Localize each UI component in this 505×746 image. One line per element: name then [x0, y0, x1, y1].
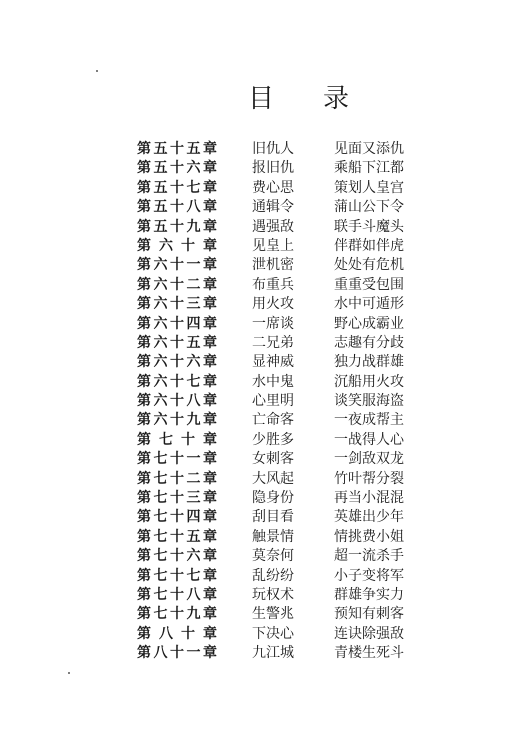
chapter-name: 见皇上 [252, 237, 294, 254]
chapter-number: 第五十八章 [137, 199, 217, 216]
toc-row [0, 450, 505, 469]
toc-row [0, 353, 505, 372]
toc-row [0, 315, 505, 334]
chapter-number: 第七十三章 [137, 490, 217, 507]
chapter-number: 第六十二章 [137, 276, 217, 293]
toc-row [0, 218, 505, 237]
chapter-number: 第七十二章 [137, 470, 217, 487]
toc-row [0, 334, 505, 353]
chapter-name: 旧仇人 [252, 141, 294, 157]
chapter-subtitle: 谈笑服海盗 [334, 393, 404, 410]
chapter-name: 少胜多 [252, 431, 294, 448]
chapter-subtitle: 一夜成帮主 [334, 412, 404, 429]
toc-row [0, 140, 505, 159]
chapter-name: 九江城 [252, 645, 294, 662]
chapter-subtitle: 处处有危机 [334, 257, 404, 274]
chapter-subtitle: 连诀除强敌 [334, 625, 404, 642]
chapter-name: 女刺客 [252, 451, 294, 468]
chapter-name: 生警兆 [252, 606, 294, 623]
chapter-subtitle: 沉船用火攻 [334, 373, 404, 390]
chapter-name: 遇强敌 [252, 218, 294, 235]
chapter-name: 费心思 [252, 179, 294, 196]
chapter-number: 第 六 十 章 [137, 237, 217, 254]
chapter-subtitle: 英雄出少年 [334, 509, 404, 526]
scan-speck [96, 70, 98, 72]
chapter-name: 报旧仇 [252, 160, 294, 177]
chapter-name: 乱纷纷 [252, 567, 294, 584]
chapter-number: 第七十五章 [137, 528, 217, 545]
chapter-number: 第六十一章 [137, 257, 217, 274]
chapter-number: 第六十七章 [137, 373, 217, 390]
chapter-number: 第六十九章 [137, 412, 217, 429]
toc-row [0, 276, 505, 295]
chapter-number: 第七十八章 [137, 586, 217, 603]
chapter-number: 第五十九章 [137, 218, 217, 235]
toc-row [0, 159, 505, 178]
chapter-number: 第六十四章 [137, 315, 217, 332]
chapter-subtitle: 一剑敌双龙 [334, 451, 404, 468]
chapter-subtitle: 群雄争实力 [334, 586, 404, 603]
chapter-subtitle: 预知有刺客 [334, 606, 404, 623]
chapter-number: 第七十六章 [137, 548, 217, 565]
toc-row [0, 295, 505, 314]
chapter-name: 大风起 [252, 470, 294, 487]
chapter-number: 第六十八章 [137, 393, 217, 410]
toc-row [0, 508, 505, 527]
chapter-number: 第七十七章 [137, 567, 217, 584]
toc-row [0, 373, 505, 392]
toc-row [0, 198, 505, 217]
chapter-name: 心里明 [252, 393, 294, 410]
chapter-subtitle: 重重受包围 [334, 276, 404, 293]
chapter-subtitle: 乘船下江都 [334, 160, 404, 177]
toc-row [0, 547, 505, 566]
chapter-number: 第六十五章 [137, 334, 217, 351]
chapter-subtitle: 伴群如伴虎 [334, 237, 404, 254]
chapter-name: 二兄弟 [252, 334, 294, 351]
scan-speck [68, 672, 70, 674]
chapter-name: 用火攻 [252, 296, 294, 313]
chapter-name: 一席谈 [252, 315, 294, 332]
chapter-subtitle: 独力战群雄 [334, 354, 404, 371]
chapter-number: 第八十一章 [137, 645, 217, 662]
chapter-name: 亡命客 [252, 412, 294, 429]
chapter-number: 第五十七章 [137, 179, 217, 196]
chapter-subtitle: 小子变将军 [334, 567, 404, 584]
toc-row [0, 256, 505, 275]
toc-row [0, 470, 505, 489]
chapter-name: 下决心 [252, 625, 294, 642]
toc-row [0, 567, 505, 586]
chapter-subtitle: 蒲山公下令 [334, 199, 404, 216]
chapter-name: 触景情 [252, 528, 294, 545]
toc-row [0, 179, 505, 198]
chapter-subtitle: 超一流杀手 [334, 548, 404, 565]
toc-row [0, 644, 505, 663]
chapter-name: 玩权术 [252, 586, 294, 603]
chapter-subtitle: 一战得人心 [334, 431, 404, 448]
toc-row [0, 605, 505, 624]
chapter-name: 显神威 [252, 354, 294, 371]
chapter-subtitle: 情挑费小姐 [334, 528, 404, 545]
chapter-name: 隐身份 [252, 490, 294, 507]
toc-row [0, 625, 505, 644]
chapter-name: 水中鬼 [252, 373, 294, 390]
chapter-number: 第 八 十 章 [137, 625, 217, 642]
chapter-subtitle: 见面又添仇 [334, 141, 404, 157]
chapter-number: 第五十六章 [137, 160, 217, 177]
chapter-subtitle: 志趣有分歧 [334, 334, 404, 351]
toc-row [0, 586, 505, 605]
chapter-name: 刮目看 [252, 509, 294, 526]
chapter-subtitle: 策划人皇宫 [334, 179, 404, 196]
chapter-number: 第五十五章 [137, 141, 217, 157]
chapter-subtitle: 青楼生死斗 [334, 645, 404, 662]
chapter-name: 通辑令 [252, 199, 294, 216]
chapter-subtitle: 联手斗魔头 [334, 218, 404, 235]
chapter-number: 第六十六章 [137, 354, 217, 371]
chapter-subtitle: 水中可遁形 [334, 296, 404, 313]
chapter-name: 泄机密 [252, 257, 294, 274]
toc-row [0, 392, 505, 411]
chapter-subtitle: 竹叶帮分裂 [334, 470, 404, 487]
chapter-number: 第六十三章 [137, 296, 217, 313]
toc-row [0, 411, 505, 430]
chapter-number: 第七十九章 [137, 606, 217, 623]
toc-row [0, 431, 505, 450]
chapter-number: 第七十四章 [137, 509, 217, 526]
title-char-2: 录 [323, 84, 350, 114]
chapter-number: 第 七 十 章 [137, 431, 217, 448]
table-of-contents [0, 140, 505, 664]
chapter-number: 第七十一章 [137, 451, 217, 468]
chapter-subtitle: 再当小混混 [334, 490, 404, 507]
title-char-1: 目 [248, 84, 275, 114]
chapter-name: 莫奈何 [252, 548, 294, 565]
toc-row [0, 528, 505, 547]
chapter-subtitle: 野心成霸业 [334, 315, 404, 332]
toc-row [0, 489, 505, 508]
chapter-name: 布重兵 [252, 276, 294, 293]
toc-row [0, 237, 505, 256]
